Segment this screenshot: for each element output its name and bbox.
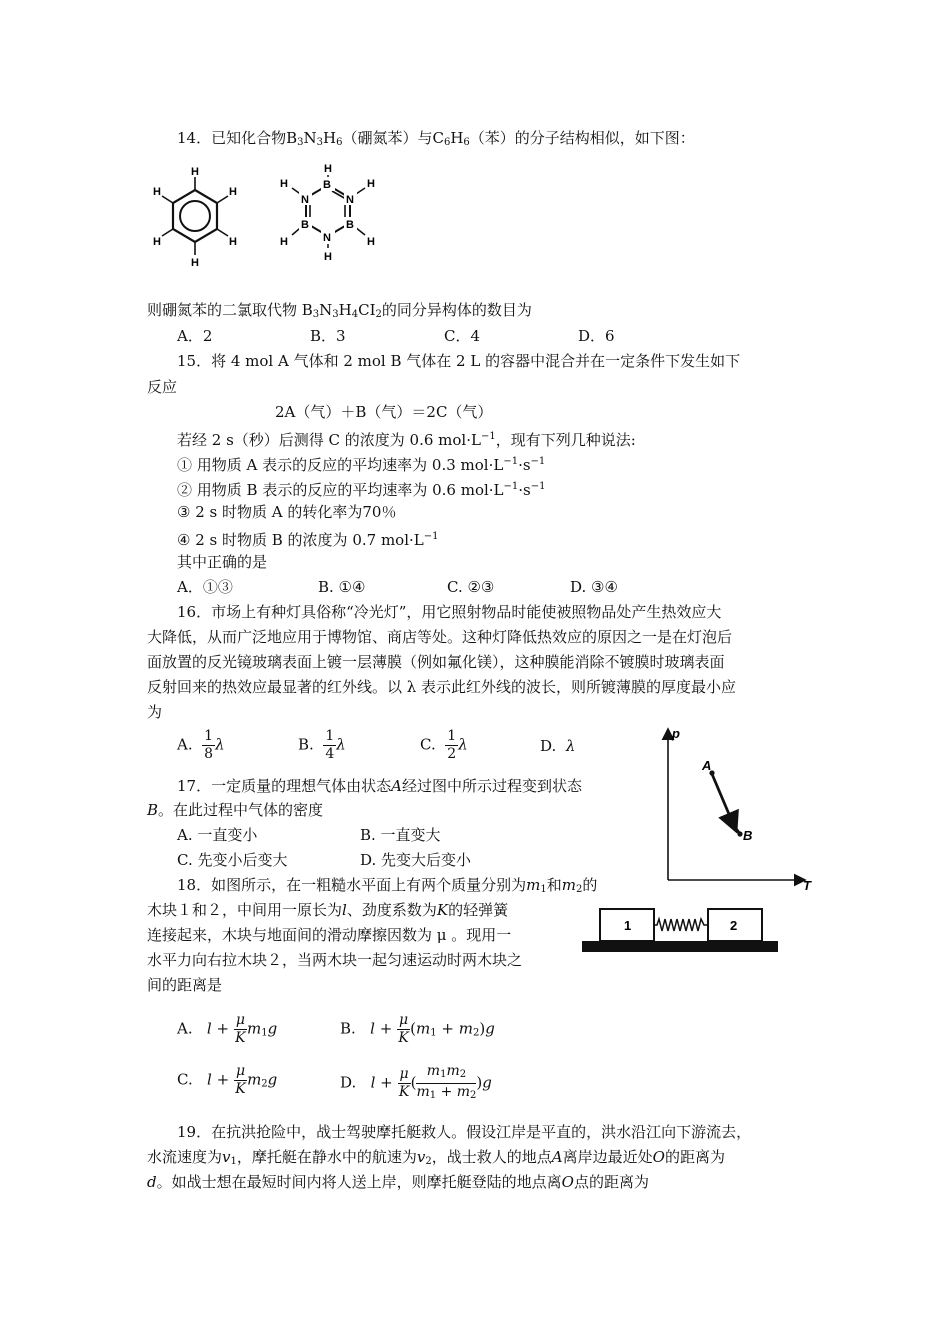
q17-option-d: D. 先变大后变小 xyxy=(360,851,472,869)
q15-option-c: C. ②③ xyxy=(447,578,495,596)
atom-h: H xyxy=(153,236,161,248)
q15-equation: 2A（气）＋B（气）＝2C（气） xyxy=(275,403,493,421)
q14-option-d: D．6 xyxy=(578,327,615,345)
atom-n: N xyxy=(346,194,354,206)
q18-line4: 水平力向右拉木块２，当两木块一起匀速运动时两木块之 xyxy=(147,951,523,969)
q17-option-c: C. 先变小后变大 xyxy=(177,851,288,869)
atom-b: B xyxy=(301,219,309,231)
graph-point-b: B xyxy=(743,828,753,843)
atom-h: H xyxy=(191,166,199,178)
q18-line1: 18．如图所示，在一粗糙水平面上有两个质量分别为$m_1$和$m_2$的 xyxy=(177,876,598,895)
q18-line2: 木块１和２，中间用一原长为l、劲度系数为K的轻弹簧 xyxy=(147,901,509,919)
atom-b: B xyxy=(346,219,354,231)
atom-h: H xyxy=(191,257,199,269)
q18-option-d: D. l + $\frac{\mu}{K}$ ( $\frac{m_1m_2}{m_1 + m_2}$ )g xyxy=(340,1063,492,1101)
q15-option-a: A．①③ xyxy=(177,578,233,596)
graph-axis-t: T xyxy=(803,878,811,893)
q16-line5: 为 xyxy=(147,703,163,721)
q14-option-c: C．4 xyxy=(444,327,481,345)
q16-option-d: D. λ xyxy=(540,737,576,755)
q15-statement-3: ③ 2 s 时物质 A 的转化率为70％ xyxy=(177,503,397,521)
q15-statement-2: ② 用物质 B 表示的反应的平均速率为 0.6 $mol\cdot L^{-1}\cdot s^{-1}$ xyxy=(177,481,546,499)
q18-option-c: C. l + $\frac{\mu}{K}$ $m_2g$ xyxy=(177,1063,278,1097)
q19-line3: d。如战士想在最短时间内将人送上岸，则摩托艇登陆的地点离O点的距离为 xyxy=(147,1173,649,1191)
q19-line2: 水流速度为$v_1$，摩托艇在静水中的航速为$v_2$，战士救人的地点A离岸边最近处O的距离为 xyxy=(147,1148,725,1167)
q15-conclusion: 其中正确的是 xyxy=(177,553,268,571)
atom-h: H xyxy=(280,236,288,248)
atom-b: B xyxy=(323,179,331,191)
pressure-temperature-graph xyxy=(650,718,820,893)
q16-line1: 16．市场上有种灯具俗称“冷光灯”，用它照射物品时能使被照物品处产生热效应大 xyxy=(177,603,722,621)
q17-line2: B。在此过程中气体的密度 xyxy=(147,801,324,819)
q15-line1: 15．将 4 mol A 气体和 2 mol B 气体在 2 L 的容器中混合并在一定条件下发生如下 xyxy=(177,352,741,370)
q14-option-a: A．2 xyxy=(177,327,213,345)
q14-stem: 14．已知化合物$B_3N_3H_6$（硼氮苯）与$C_6H_6$（苯）的分子结构相似，如下图： xyxy=(177,129,695,148)
block-1-label: 1 xyxy=(624,918,632,933)
q18-option-a: A. l + $\frac{\mu}{K}$ $m_1g$ xyxy=(177,1012,278,1046)
graph-point-a: A xyxy=(702,758,712,773)
q15-option-b: B. ①④ xyxy=(318,578,366,596)
atom-h: H xyxy=(229,236,237,248)
atom-h: H xyxy=(280,178,288,190)
atom-h: H xyxy=(153,186,161,198)
q17-option-a: A. 一直变小 xyxy=(177,826,258,844)
q19-line1: 19．在抗洪抢险中，战士驾驶摩托艇救人。假设江岸是平直的，洪水沿江向下游流去， xyxy=(177,1123,752,1141)
q14-line2: 则硼氮苯的二氯取代物 $B_3N_3H_4CI_2$的同分异构体的数目为 xyxy=(147,301,532,320)
blocks-spring-diagram xyxy=(580,903,780,955)
q17-option-b: B. 一直变大 xyxy=(360,826,441,844)
q15-statement-4: ④ 2 s 时物质 B 的浓度为 0.7 $mol\cdot L^{-1}$ xyxy=(177,531,439,549)
q15-option-d: D. ③④ xyxy=(570,578,618,596)
q17-line1: 17．一定质量的理想气体由状态A经过图中所示过程变到状态 xyxy=(177,777,582,795)
q15-statement-1: ① 用物质 A 表示的反应的平均速率为 0.3 $mol\cdot L^{-1}\cdot s^{-1}$ xyxy=(177,456,546,474)
atom-h: H xyxy=(324,251,332,263)
benzene-structure-diagram xyxy=(147,162,247,282)
q16-option-c: C. $\frac{1}{2}$ λ xyxy=(420,728,468,762)
block-2-label: 2 xyxy=(730,918,738,933)
q18-line3: 连接起来，木块与地面间的滑动摩擦因数为 μ 。现用一 xyxy=(147,926,512,944)
q16-line2: 大降低，从而广泛地应用于博物馆、商店等处。这种灯降低热效应的原因之一是在灯泡后 xyxy=(147,628,733,646)
q16-line4: 反射回来的热效应最显著的红外线。以 λ 表示此红外线的波长，则所镀薄膜的厚度最小应 xyxy=(147,678,737,696)
q18-line5: 间的距离是 xyxy=(147,976,223,994)
atom-n: N xyxy=(301,194,309,206)
atom-h: H xyxy=(367,178,375,190)
q15-line2: 反应 xyxy=(147,378,178,396)
q14-option-b: B．3 xyxy=(310,327,346,345)
atom-h: H xyxy=(367,236,375,248)
q16-line3: 面放置的反光镜玻璃表面上镀一层薄膜（例如氟化镁），这种膜能消除不镀膜时玻璃表面 xyxy=(147,653,725,671)
q16-option-b: B. $\frac{1}{4}$ λ xyxy=(298,728,346,762)
q16-option-a: A. $\frac{1}{8}$ λ xyxy=(177,728,225,762)
q15-line3: 若经 2 s（秒）后测得 C 的浓度为 0.6 $mol\cdot L^{-1}$，现有下列几种说法: xyxy=(177,431,636,449)
q18-option-b: B. l + $\frac{\mu}{K}$ $(m_1 + m_2)g$ xyxy=(340,1012,495,1046)
atom-h: H xyxy=(324,163,332,175)
borazine-structure-diagram xyxy=(270,160,390,280)
graph-axis-p: p xyxy=(672,726,680,741)
atom-n: N xyxy=(323,232,331,244)
atom-h: H xyxy=(229,186,237,198)
